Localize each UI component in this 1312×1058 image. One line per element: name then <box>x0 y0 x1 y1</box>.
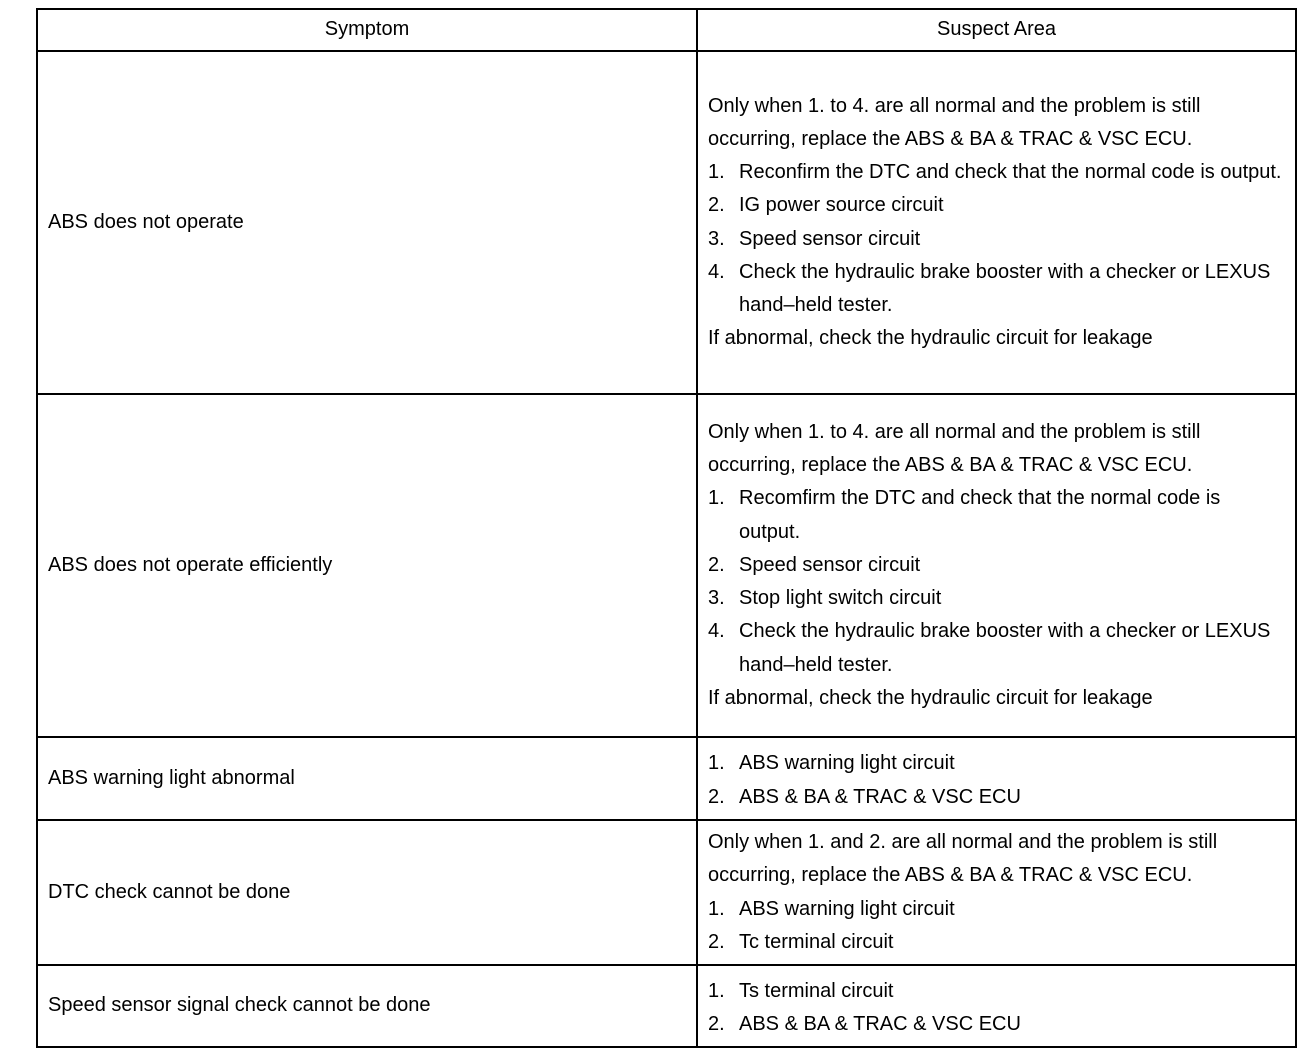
item-number: 1. <box>708 979 725 1002</box>
item-number: 2. <box>708 785 725 808</box>
list-item <box>708 223 1285 256</box>
item-text: Reconfirm the DTC and check that the normal code is output. <box>739 161 1282 184</box>
symptom-cell: ABS warning light abnormal <box>37 737 697 820</box>
item-number: 2. <box>708 553 725 576</box>
symptom-table <box>36 8 1297 1048</box>
suspect-outro: If abnormal, check the hydraulic circuit for leakage <box>708 686 1153 709</box>
item-text: ABS warning light circuit <box>739 752 955 775</box>
item-text: ABS & BA & TRAC & VSC ECU <box>739 785 1021 808</box>
suspect-area-cell <box>697 965 1296 1047</box>
list-item <box>708 893 1285 926</box>
suspect-area-cell <box>697 820 1296 965</box>
table-row <box>37 820 1296 965</box>
symptom-cell: DTC check cannot be done <box>37 820 697 965</box>
item-text: Speed sensor circuit <box>739 227 921 250</box>
list-item <box>708 549 1285 582</box>
symptom-cell: Speed sensor signal check cannot be done <box>37 965 697 1047</box>
item-number: 2. <box>708 930 725 953</box>
list-item <box>708 781 1285 814</box>
item-number: 1. <box>708 752 725 775</box>
item-number: 1. <box>708 161 725 184</box>
suspect-intro: Only when 1. to 4. are all normal and the problem is still occurring, replace the ABS & BA & TRAC & VSC ECU. <box>708 421 1201 477</box>
suspect-list <box>708 893 1285 959</box>
list-item <box>708 926 1285 959</box>
item-text: ABS warning light circuit <box>739 897 955 920</box>
item-number: 3. <box>708 227 725 250</box>
table-header-row <box>37 9 1296 51</box>
item-text: Recomfirm the DTC and check that the normal code is output. <box>739 487 1221 543</box>
list-item <box>708 582 1285 615</box>
table-row <box>37 965 1296 1047</box>
table-row <box>37 394 1296 737</box>
item-number: 2. <box>708 194 725 217</box>
item-text: IG power source circuit <box>739 194 944 217</box>
list-item <box>708 747 1285 780</box>
list-item <box>708 189 1285 222</box>
item-number: 1. <box>708 897 725 920</box>
item-number: 1. <box>708 487 725 510</box>
table-row <box>37 737 1296 820</box>
item-text: Speed sensor circuit <box>739 553 921 576</box>
list-item <box>708 975 1285 1008</box>
item-text: ABS & BA & TRAC & VSC ECU <box>739 1013 1021 1035</box>
item-number: 4. <box>708 260 725 283</box>
header-suspect-area: Suspect Area <box>697 9 1296 51</box>
list-item <box>708 256 1285 322</box>
suspect-intro: Only when 1. to 4. are all normal and the problem is still occurring, replace the ABS & BA & TRAC & VSC ECU. <box>708 94 1201 150</box>
suspect-area-cell <box>697 737 1296 820</box>
item-text: Tc terminal circuit <box>739 930 894 953</box>
suspect-area-cell <box>697 51 1296 394</box>
symptom-cell: ABS does not operate efficiently <box>37 394 697 737</box>
item-text: Check the hydraulic brake booster with a checker or LEXUS hand–held tester. <box>739 260 1271 316</box>
list-item <box>708 615 1285 681</box>
list-item <box>708 482 1285 548</box>
table-row <box>37 51 1296 394</box>
list-item <box>708 1008 1285 1041</box>
suspect-list <box>708 975 1285 1041</box>
list-item <box>708 156 1285 189</box>
item-text: Stop light switch circuit <box>739 587 942 610</box>
suspect-list <box>708 156 1285 322</box>
symptom-cell: ABS does not operate <box>37 51 697 394</box>
suspect-outro: If abnormal, check the hydraulic circuit for leakage <box>708 327 1153 350</box>
suspect-list <box>708 482 1285 681</box>
item-number: 4. <box>708 620 725 643</box>
suspect-intro: Only when 1. and 2. are all normal and the problem is still occurring, replace the ABS & BA & TRAC & VSC ECU. <box>708 831 1218 887</box>
suspect-list <box>708 747 1285 813</box>
item-number: 3. <box>708 587 725 610</box>
suspect-area-cell <box>697 394 1296 737</box>
item-text: Ts terminal circuit <box>739 979 894 1002</box>
item-text: Check the hydraulic brake booster with a checker or LEXUS hand–held tester. <box>739 620 1271 676</box>
header-symptom: Symptom <box>37 9 697 51</box>
item-number: 2. <box>708 1013 725 1035</box>
